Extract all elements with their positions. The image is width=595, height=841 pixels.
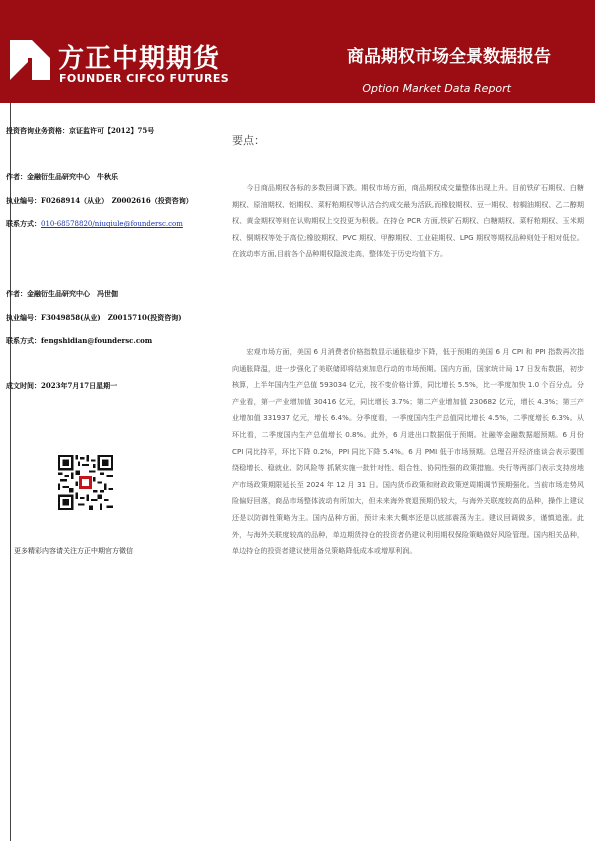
left-divider-line — [10, 103, 11, 841]
report-title-en: Option Market Data Report — [362, 82, 511, 95]
brand-name-cn: 方正中期期货 — [58, 44, 221, 74]
publish-date: 成文时间：2023年7月17日星期一 — [6, 381, 118, 390]
author1-contact — [6, 219, 183, 229]
brand-name-en: FOUNDER CIFCO FUTURES — [59, 72, 230, 85]
author1-email-link[interactable]: 010-68578820/niuqiule@foundersc.com — [41, 220, 183, 228]
key-points-title: 要点： — [232, 134, 265, 147]
author2-cert: 执业编号：F3049858(从业) Z0015710(投资咨询) — [6, 313, 182, 322]
author2-contact: 联系方式：fengshidian@foundersc.com — [6, 336, 153, 345]
license-text: 投资咨询业务资格：京证监许可【2012】75号 — [6, 126, 155, 135]
wechat-qr-code-icon — [58, 455, 113, 510]
report-header — [0, 0, 595, 103]
qr-caption: 更多精彩内容请关注方正中期官方微信 — [14, 547, 133, 555]
founder-logo-icon — [10, 40, 50, 80]
author1-cert: 执业编号：F0268914（从业） Z0002616（投资咨询） — [6, 196, 193, 205]
author1-name: 作者：金融衍生品研究中心 牛秋乐 — [6, 172, 118, 181]
options-market-paragraph: 今日商品期权各标的多数回调下跌。期权市场方面，商品期权成交量整体出现上升。目前铁矿石期权、白糖期权、原油期权、铝期权、菜籽粕期权等认沽合约成交最为活跃,而橡胶期权、豆一期权、棕榈油期权、乙二醇期权、黄金期权等则在认购期权上交投更为积极。在持仓 PCR 方面,铁矿石期权、白糖期权、菜籽粕期权、玉米期权、铜期权等处于高位;橡胶期权、PVC 期权、甲醇期权、工业硅期权、LPG 期权等期权品种则处于相对低位。在波动率方面,目前各个品种期权隐波走高，整体处于历史均值下方。 — [232, 183, 584, 259]
macro-market-paragraph: 宏观市场方面，美国 6 月消费者价格指数显示通胀稳步下降，低于预期的美国 6 月 CPI 和 PPI 指数再次指向通胀降温，进一步强化了美联储即将结束加息行动的市场预期。国内方面，国家统计局 17 日发布数据，初步核算，上半年国内生产总值 593034 亿元，按不变价格计算，同比增长 5.5%，比一季度加快 1.0 个百分点。分产业看，第一产业增加值 30416 亿元，同比增长 3.7%；第二产业增加值 230682 亿元，增长 4.3%；第三产业增加值 331937 亿元，增长 6.4%。分季度看，一季度国内生产总值同比增长 4.5%，二季度增长 6.3%。从环比看，二季度国内生产总值增长 0.8%。此外，6 月进出口数据低于预期。社融等金融数据超预期。6 月份 CPI 同比持平，环比下降 0.2%，PPI 同比下降 5.4%。6 月 PMI 低于市场预期。总理召开经济座谈会表示要围绕稳增长、稳就业、防风险等 抓紧实施一批针对性、组合性、协同性强的政策措施。央行等两部门表示支持房地产市场政策期限延长至 2024 年 12 月 31 日。国内货币政策和财政政策逆周期调节预期强化。当前市场走势风险偏好回落，商品市场整体波动有所加大，但未来海外衰退预期仍较大，与海外关联度较高的品种，操作上建议还是以防御性策略为主。国内品种方面，预计未来大概率还是以底部震荡为主。建议回调做多，谨慎追涨。此外，与海外关联度较高的品种，单边期货持仓的投资者仍建议利用期权保险策略做好风险管理。国内相关品种，单边持仓的投资者建议使用备兑策略降低成本或增厚利润。 — [232, 347, 584, 556]
author2-name: 作者：金融衍生品研究中心 冯世伽 — [6, 289, 118, 298]
report-title-cn: 商品期权市场全景数据报告 — [347, 47, 551, 67]
author1-contact-label: 联系方式： — [6, 219, 41, 228]
